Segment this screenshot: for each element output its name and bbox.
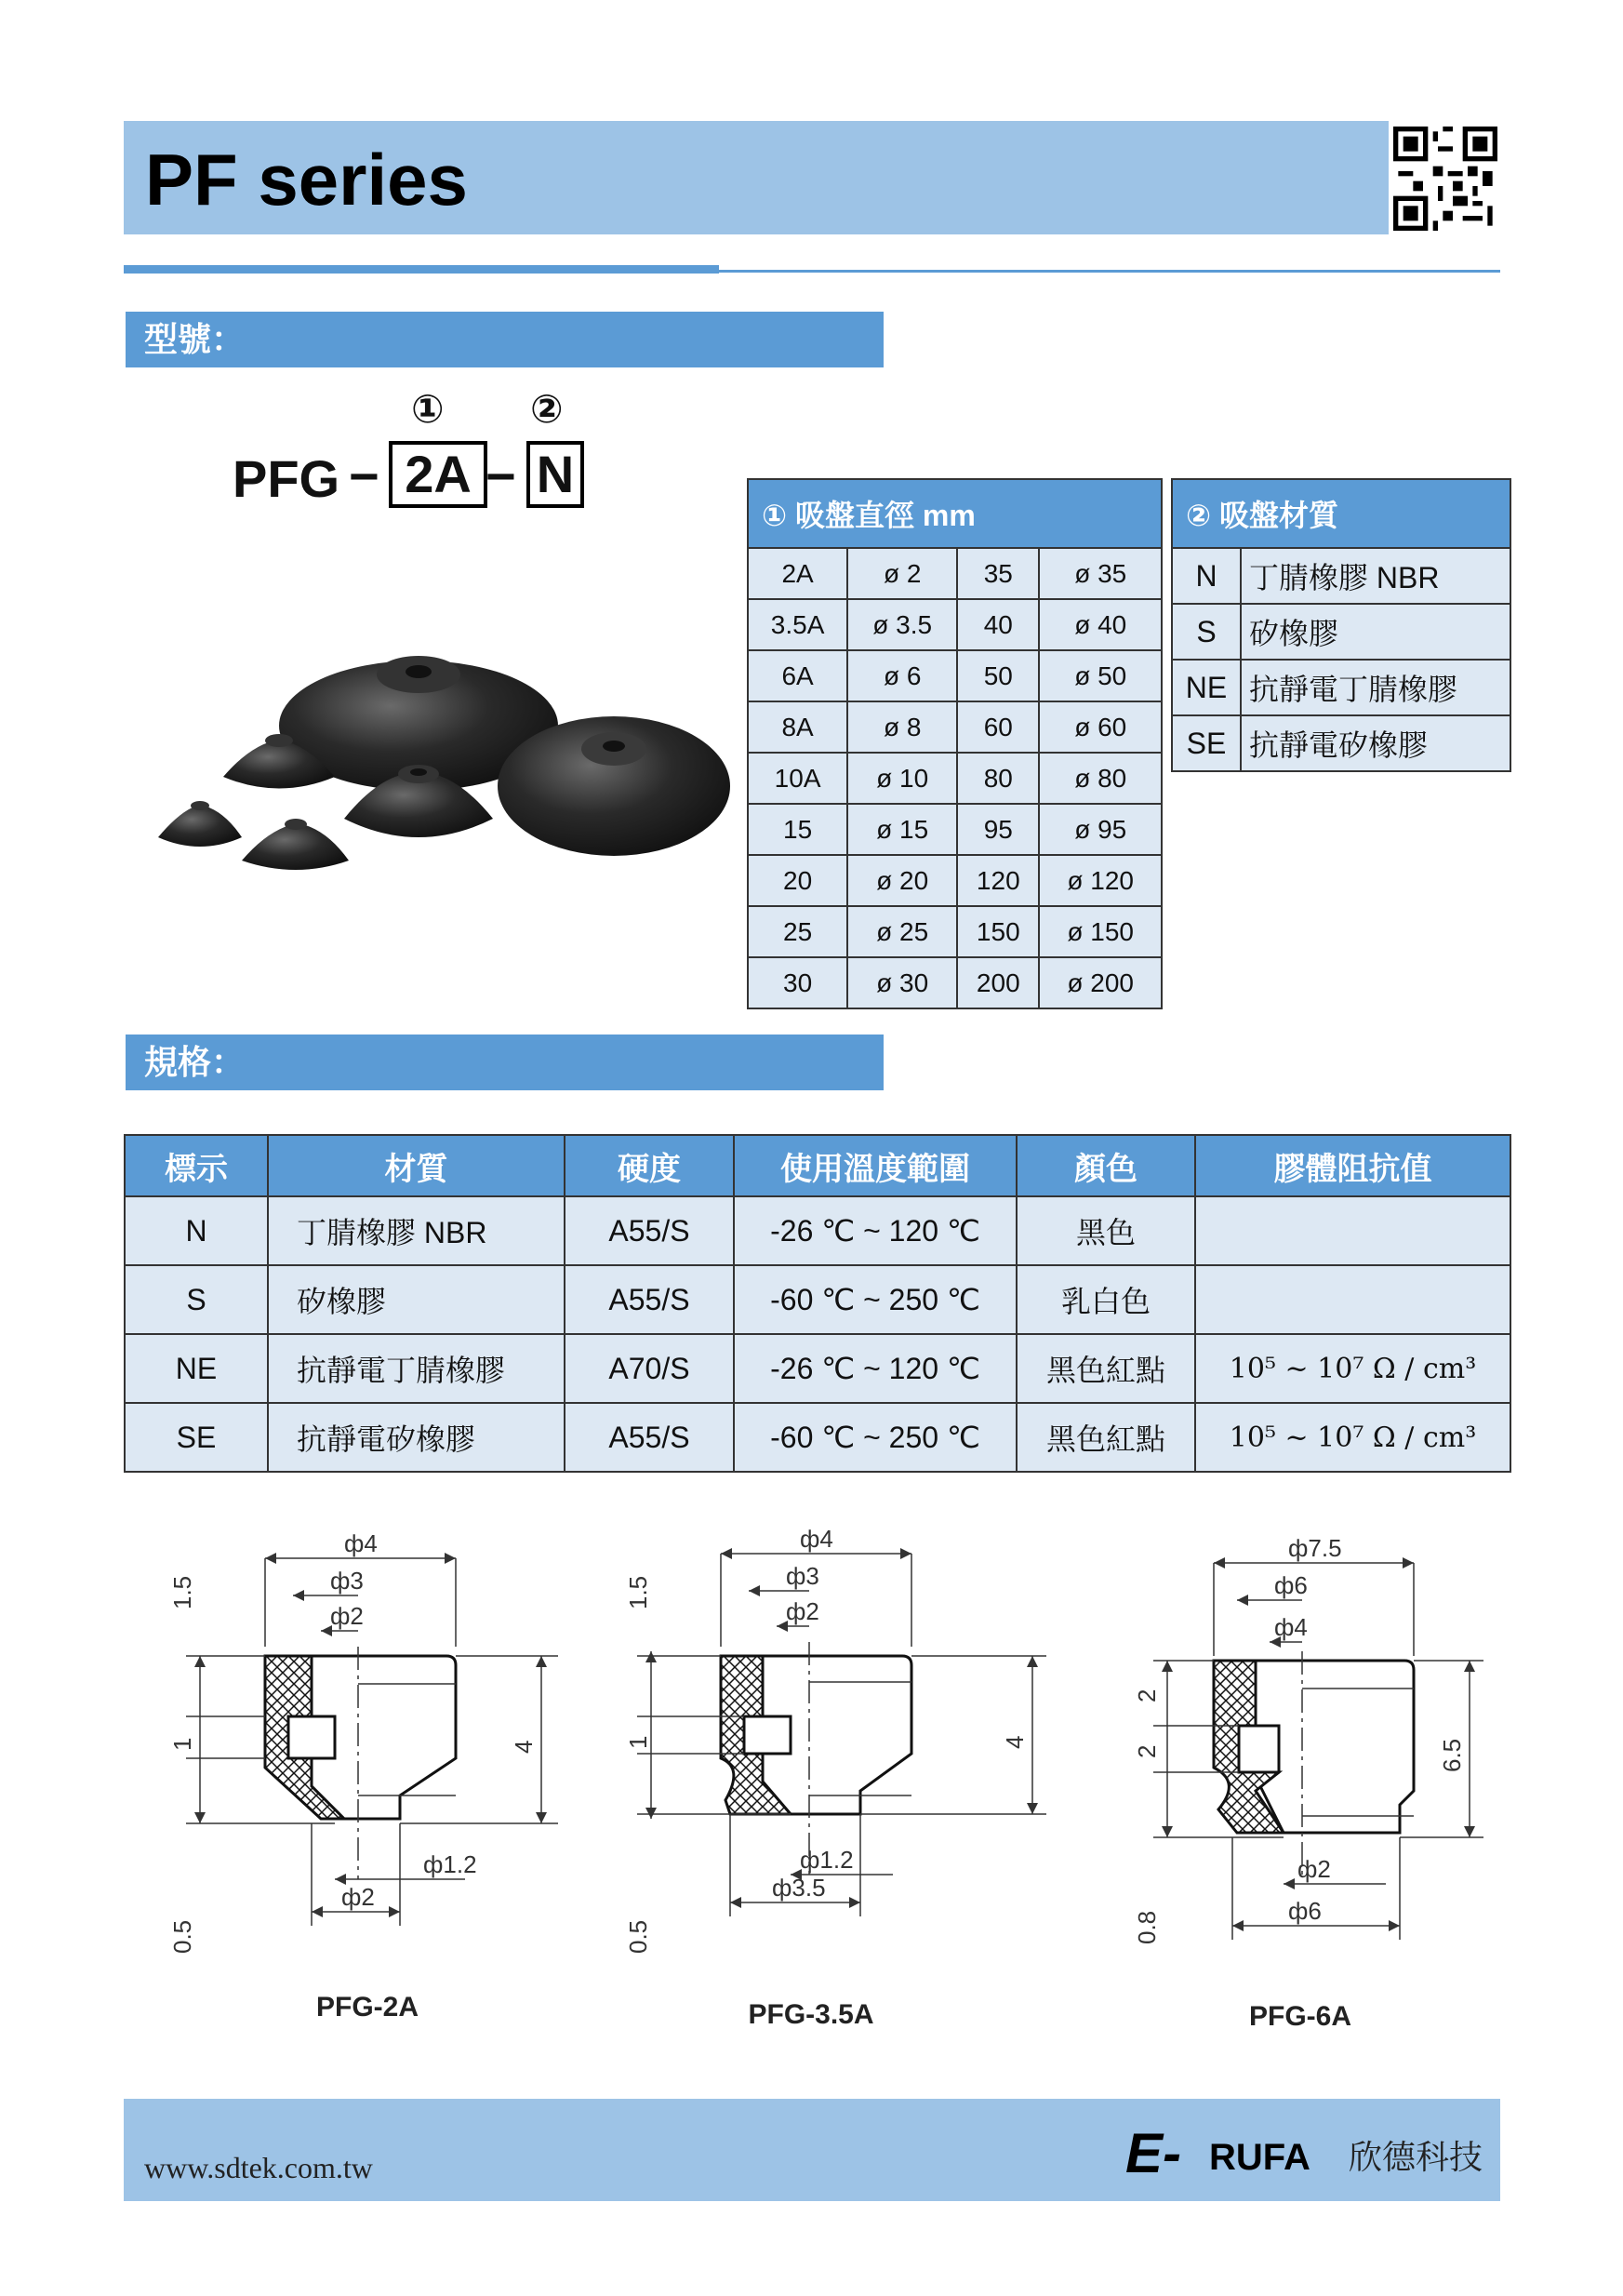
dim-label: ф1.2 <box>800 1846 854 1874</box>
cell: ø 25 <box>847 906 957 957</box>
marker-1: ① <box>411 387 445 431</box>
cell: 25 <box>748 906 847 957</box>
cell: ø 35 <box>1039 548 1162 599</box>
page-title: PF series <box>145 139 468 220</box>
cell: ø 8 <box>847 701 957 753</box>
model-code-prefix: PFG <box>233 449 340 508</box>
dim-label: 2 <box>1133 1689 1161 1702</box>
diameter-table <box>747 478 1163 1009</box>
divider-accent <box>124 265 719 274</box>
cell: 95 <box>957 804 1039 855</box>
dim-label: 2 <box>1133 1744 1161 1758</box>
model-box-size: 2A <box>389 441 487 508</box>
cell: A70/S <box>565 1334 734 1403</box>
cell: 3.5A <box>748 599 847 650</box>
cell: ø 15 <box>847 804 957 855</box>
model-box-material: N <box>526 441 584 508</box>
company-name: 欣德科技 <box>1349 2139 1483 2177</box>
cell: 黑色 <box>1017 1196 1195 1265</box>
brand-logo-rufa: RUFA <box>1209 2137 1310 2178</box>
cell: 20 <box>748 855 847 906</box>
cell: N <box>1172 548 1241 604</box>
cell: 60 <box>957 701 1039 753</box>
table-row <box>748 548 1162 599</box>
table-row <box>125 1265 1510 1334</box>
material-table <box>1171 478 1511 772</box>
table-row <box>748 855 1162 906</box>
dash-1: − <box>349 447 379 505</box>
cell: ø 2 <box>847 548 957 599</box>
cell: ø 120 <box>1039 855 1162 906</box>
cell: 黑色紅點 <box>1017 1403 1195 1472</box>
footer-url[interactable]: www.sdtek.com.tw <box>144 2151 373 2184</box>
cell: ø 50 <box>1039 650 1162 701</box>
table-row <box>748 804 1162 855</box>
dim-label: ф4 <box>1274 1613 1308 1641</box>
dim-label: 1 <box>168 1737 196 1751</box>
dim-label: 0.8 <box>1133 1910 1161 1944</box>
cell: 40 <box>957 599 1039 650</box>
dim-label: ф3 <box>330 1567 364 1595</box>
cell: SE <box>125 1403 268 1472</box>
dim-label: ф3.5 <box>772 1874 826 1902</box>
cell: ø 40 <box>1039 599 1162 650</box>
dim-label: ф1.2 <box>423 1850 477 1878</box>
cell: 抗靜電丁腈橡膠 <box>1241 660 1510 715</box>
dash-2: − <box>486 447 516 505</box>
column-header: 顏色 <box>1017 1135 1195 1196</box>
cell: N <box>125 1196 268 1265</box>
table-row <box>1172 660 1510 715</box>
spec-table <box>124 1134 1511 1473</box>
cell: S <box>1172 604 1241 660</box>
cell: 200 <box>957 957 1039 1008</box>
technical-drawings <box>149 1516 1507 2037</box>
cell: ø 20 <box>847 855 957 906</box>
dim-label: 0.5 <box>624 1919 652 1954</box>
table-row <box>748 753 1162 804</box>
cell: -60 ℃ ~ 250 ℃ <box>734 1265 1017 1334</box>
table-header-row <box>125 1135 1510 1196</box>
cell: 丁腈橡膠 NBR <box>1241 548 1510 604</box>
cell: 150 <box>957 906 1039 957</box>
table-row <box>1172 715 1510 771</box>
section-heading-spec: 規格： <box>144 1043 246 1081</box>
cell: 35 <box>957 548 1039 599</box>
diameter-table-header: ① 吸盤直徑 mm <box>748 479 1162 548</box>
cell: 乳白色 <box>1017 1265 1195 1334</box>
dim-label: ф2 <box>1297 1855 1331 1883</box>
table-row <box>125 1403 1510 1472</box>
cell: 10A <box>748 753 847 804</box>
cell: -26 ℃ ~ 120 ℃ <box>734 1334 1017 1403</box>
cell: 矽橡膠 <box>1241 604 1510 660</box>
table-row <box>1172 548 1510 604</box>
dim-label: 4 <box>510 1740 538 1754</box>
cell: NE <box>125 1334 268 1403</box>
material-table-header: ② 吸盤材質 <box>1172 479 1510 548</box>
cell: 10⁵ ~ 10⁷ Ω / cm³ <box>1195 1334 1510 1403</box>
cell: ø 3.5 <box>847 599 957 650</box>
table-row <box>748 701 1162 753</box>
column-header: 材質 <box>268 1135 565 1196</box>
dim-label: 4 <box>1001 1735 1029 1749</box>
cell: 15 <box>748 804 847 855</box>
table-row <box>748 957 1162 1008</box>
column-header: 標示 <box>125 1135 268 1196</box>
dim-label: ф4 <box>800 1525 833 1553</box>
cell <box>1195 1265 1510 1334</box>
small-cup-3 <box>242 819 349 870</box>
dim-label: ф2 <box>341 1883 375 1911</box>
cell: 10⁵ ~ 10⁷ Ω / cm³ <box>1195 1403 1510 1472</box>
table-row <box>748 650 1162 701</box>
cell: ø 30 <box>847 957 957 1008</box>
table-row <box>748 599 1162 650</box>
cell: ø 10 <box>847 753 957 804</box>
suction-cups-photo <box>149 633 744 912</box>
cell: 8A <box>748 701 847 753</box>
column-header: 膠體阻抗值 <box>1195 1135 1510 1196</box>
dim-label: 6.5 <box>1438 1738 1466 1772</box>
dim-label: ф6 <box>1288 1897 1322 1925</box>
cell: A55/S <box>565 1403 734 1472</box>
dim-label: 1.5 <box>624 1575 652 1609</box>
cell: -60 ℃ ~ 250 ℃ <box>734 1403 1017 1472</box>
drawing-caption-pfg-6a: PFG-6A <box>1248 2001 1351 2032</box>
cell: NE <box>1172 660 1241 715</box>
column-header: 使用溫度範圍 <box>734 1135 1017 1196</box>
drawing-pfg-6a <box>1153 1563 1483 1940</box>
dim-label: ф6 <box>1274 1571 1308 1599</box>
dim-label: 0.5 <box>168 1919 196 1954</box>
cell: ø 95 <box>1039 804 1162 855</box>
cell: 矽橡膠 <box>268 1265 565 1334</box>
cell: ø 150 <box>1039 906 1162 957</box>
dim-label: 1 <box>624 1735 652 1749</box>
qr-code-icon <box>1393 127 1497 231</box>
cell: 6A <box>748 650 847 701</box>
dim-label: ф2 <box>330 1602 364 1630</box>
cell: 120 <box>957 855 1039 906</box>
cell: 2A <box>748 548 847 599</box>
cell: ø 60 <box>1039 701 1162 753</box>
cell: A55/S <box>565 1196 734 1265</box>
dim-label: 1.5 <box>168 1575 196 1609</box>
cell: 抗靜電矽橡膠 <box>1241 715 1510 771</box>
brand-logo-e: E- <box>1125 2122 1181 2184</box>
cell: 抗靜電丁腈橡膠 <box>268 1334 565 1403</box>
large-cup-right <box>498 716 730 856</box>
dim-label: ф3 <box>786 1562 819 1590</box>
cell: 80 <box>957 753 1039 804</box>
drawing-caption-pfg-3.5a: PFG-3.5A <box>748 1999 874 2030</box>
cell: -26 ℃ ~ 120 ℃ <box>734 1196 1017 1265</box>
cell: ø 80 <box>1039 753 1162 804</box>
cell: 50 <box>957 650 1039 701</box>
cell: 抗靜電矽橡膠 <box>268 1403 565 1472</box>
cell: 丁腈橡膠 NBR <box>268 1196 565 1265</box>
section-heading-model: 型號： <box>144 320 246 358</box>
dim-label: ф2 <box>786 1597 819 1625</box>
table-row <box>1172 604 1510 660</box>
drawing-caption-pfg-2a: PFG-2A <box>315 1992 419 2022</box>
cell <box>1195 1196 1510 1265</box>
small-cup-2 <box>158 801 242 847</box>
table-row <box>748 906 1162 957</box>
cell: A55/S <box>565 1265 734 1334</box>
cell: 黑色紅點 <box>1017 1334 1195 1403</box>
cell: ø 200 <box>1039 957 1162 1008</box>
cell: ø 6 <box>847 650 957 701</box>
table-row <box>125 1196 1510 1265</box>
column-header: 硬度 <box>565 1135 734 1196</box>
cell: SE <box>1172 715 1241 771</box>
table-row <box>125 1334 1510 1403</box>
marker-2: ② <box>530 387 564 431</box>
dim-label: ф4 <box>344 1529 378 1557</box>
drawing-pfg-2a <box>186 1558 558 1926</box>
cell: S <box>125 1265 268 1334</box>
cell: 30 <box>748 957 847 1008</box>
dim-label: ф7.5 <box>1288 1534 1342 1562</box>
